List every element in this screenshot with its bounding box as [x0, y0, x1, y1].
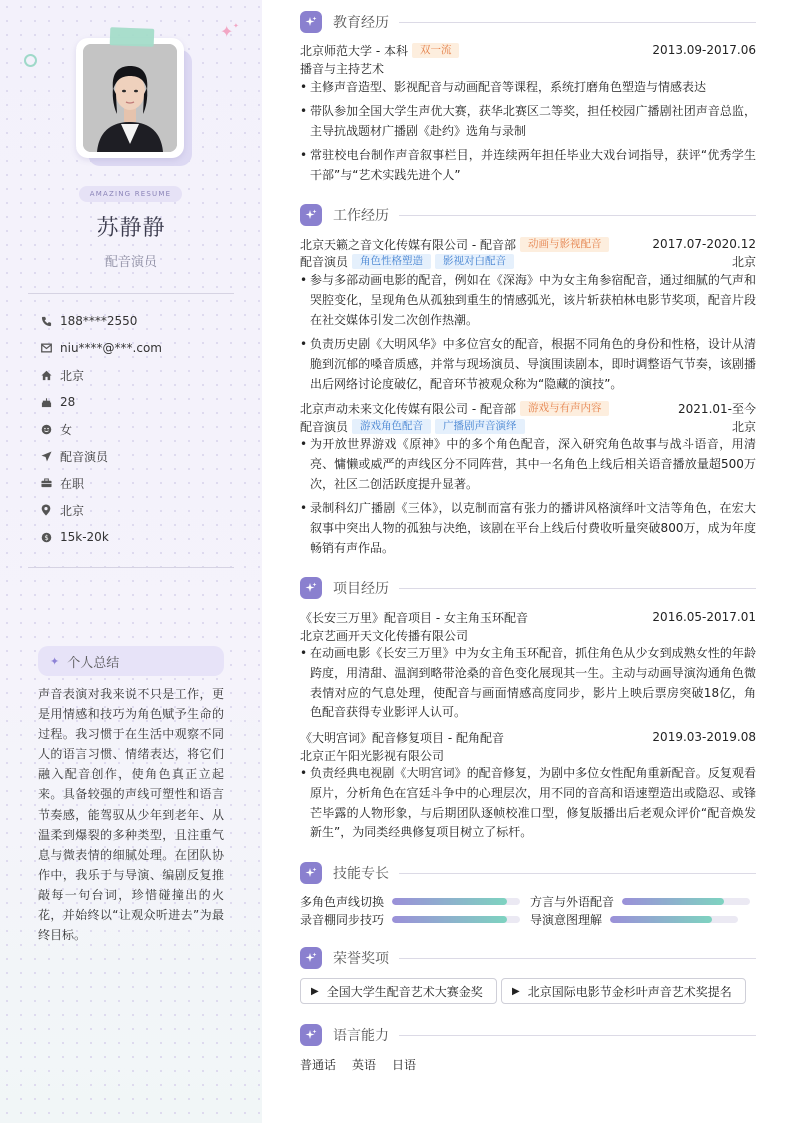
- salary-icon: [40, 531, 52, 543]
- age-text: 28: [60, 395, 76, 409]
- section-skills-header: [300, 861, 756, 885]
- divider: [28, 567, 234, 568]
- phone-icon: [40, 315, 52, 327]
- section-divider: [399, 958, 756, 959]
- company-name: 北京天籁之音文化传媒有限公司 - 配音部: [300, 237, 516, 252]
- skill-level-fill: [392, 898, 507, 905]
- summary-text: 声音表演对我来说不只是工作，更是用情感和技巧为角色赋予生命的过程。我习惯于在生活中观察不同人的语言习惯、情绪表达，将它们融入配音创作，使角色真正立起来。具备较强的声线可塑性和语言节奏感，能驾驭从少年到老年、从温柔到爆裂的多种类型，且注重气息与微表情的细腻处理。在团队协作中，我乐于与导演、编剧反复推敲每一句台词，珍惜碰撞出的火花，并始终以“让观众听进去”为最终目标。: [38, 687, 224, 943]
- section-divider: [399, 873, 756, 874]
- sparkle-icon: [300, 862, 322, 884]
- section-divider: [399, 215, 756, 216]
- info-hometown: [40, 366, 84, 384]
- list-item: • 负责历史剧《大明风华》中多位宫女的配音，根据不同角色的身份和性格，设计从清脆到沉郁的嗓音质感，并常与现场演员、导演围读剧本，即时调整语气节奏，该剧播出后网络讨论度破亿，配音环节被观众称为“隐藏的演技”。: [300, 337, 756, 391]
- play-triangle-icon: ▶: [512, 985, 520, 997]
- person-role: 配音演员: [104, 255, 157, 270]
- skill-name: 导演意图理解: [530, 912, 603, 927]
- school-tag: 双一流: [412, 43, 460, 58]
- info-salary: [40, 528, 109, 546]
- skill-item: [530, 893, 750, 909]
- award-name: 全国大学生配音艺术大赛金奖: [326, 984, 483, 999]
- skill-item: [530, 911, 738, 927]
- briefcase-icon: [40, 477, 52, 489]
- job-city: 北京: [731, 419, 756, 434]
- sparkle-icon: ✦: [220, 22, 234, 41]
- status-text: 在职: [60, 476, 85, 491]
- photo-tape: [110, 27, 155, 47]
- gender-icon: [40, 423, 52, 435]
- project-company-row: [300, 746, 756, 764]
- sparkle-icon: [300, 204, 322, 226]
- play-triangle-icon: ▶: [311, 985, 319, 997]
- photo-frame: [76, 38, 184, 158]
- summary-title: 个人总结: [67, 655, 120, 671]
- sparkle-icon: [300, 1024, 322, 1046]
- education-date: 2013.09-2017.06: [652, 43, 756, 57]
- decorative-ring-icon: [24, 54, 37, 67]
- skill-name: 录音棚同步技巧: [300, 912, 385, 927]
- project-company: 北京艺画开天文化传播有限公司: [300, 628, 469, 643]
- skill-level-fill: [392, 916, 507, 923]
- award-chip: [501, 978, 746, 1004]
- job-position: 配音演员: [300, 419, 349, 434]
- email-text: niu****@***.com: [60, 341, 162, 355]
- phone-text: 188****2550: [60, 314, 138, 328]
- info-target-role: [40, 447, 108, 465]
- section-divider: [399, 22, 756, 23]
- resume-badge: AMAZING RESUME: [79, 186, 182, 202]
- job-date: 2021.01-至今: [678, 401, 756, 416]
- project-header: [300, 608, 756, 626]
- section-title: 荣誉奖项: [333, 951, 389, 967]
- list-item: • 带队参加全国大学生声优大赛，获华北赛区二等奖，担任校园广播剧社团声音总监，主导抗战题材广播剧《赴约》选角与录制: [300, 104, 756, 138]
- skill-tag: 影视对白配音: [435, 254, 514, 269]
- job-header: [300, 399, 756, 417]
- gender-text: 女: [60, 422, 73, 437]
- job-tag: 动画与影视配音: [520, 237, 610, 252]
- language-item: 普通话: [300, 1058, 337, 1072]
- section-divider: [399, 1035, 756, 1036]
- skill-name: 方言与外语配音: [530, 894, 615, 909]
- skill-item: [300, 911, 520, 927]
- sparkle-icon: [300, 577, 322, 599]
- section-title: 项目经历: [333, 581, 389, 597]
- award-name: 北京国际电影节金杉叶声音艺术奖提名: [527, 984, 732, 999]
- company-name: 北京声动未来文化传媒有限公司 - 配音部: [300, 401, 516, 416]
- job-tag: 游戏与有声内容: [520, 401, 610, 416]
- list-item: • 主修声音造型、影视配音与动画配音等课程，系统打磨角色塑造与情感表达: [300, 80, 707, 94]
- job-city: 北京: [731, 254, 756, 269]
- info-email: [40, 339, 162, 357]
- school-name: 北京师范大学 - 本科: [300, 43, 408, 58]
- list-item: • 为开放世界游戏《原神》中的多个角色配音，深入研究角色故事与战斗语音，用清亮、慵懒或威严的声线区分不同阵营，其中一名角色上线后相关语音播放量超500万次，社区二创活跃度提升显著。: [300, 437, 756, 491]
- sparkle-icon: ✦: [50, 654, 60, 668]
- job-date: 2017.07-2020.12: [652, 237, 756, 251]
- section-work-header: [300, 203, 756, 227]
- mail-icon: [40, 342, 52, 354]
- skill-level-fill: [622, 898, 724, 905]
- skill-name: 多角色声线切换: [300, 894, 385, 909]
- target-role-text: 配音演员: [60, 449, 109, 464]
- job-subheader: [300, 417, 756, 435]
- skill-item: [300, 893, 520, 909]
- education-entry-header: [300, 41, 756, 59]
- section-title: 技能专长: [333, 866, 389, 882]
- sparkle-icon: [300, 11, 322, 33]
- person-name: 苏静静: [96, 216, 166, 241]
- education-major-row: [300, 59, 756, 77]
- award-chip: [300, 978, 497, 1004]
- sparkle-icon: [300, 947, 322, 969]
- salary-text: 15k-20k: [60, 530, 109, 544]
- sidebar: [0, 0, 262, 1123]
- section-awards-header: [300, 946, 756, 970]
- major: 播音与主持艺术: [300, 61, 385, 76]
- section-title: 语言能力: [333, 1028, 389, 1044]
- home-icon: [40, 369, 52, 381]
- skill-bar: [392, 898, 520, 905]
- project-date: 2016.05-2017.01: [652, 610, 756, 624]
- project-company-row: [300, 626, 756, 644]
- cake-icon: [40, 396, 52, 408]
- divider: [28, 293, 234, 294]
- info-age: [40, 393, 75, 411]
- avatar: [83, 44, 177, 152]
- skill-level-fill: [610, 916, 712, 923]
- info-phone: [40, 312, 137, 330]
- skill-bar: [622, 898, 750, 905]
- skill-bar: [392, 916, 520, 923]
- summary-header: [38, 646, 224, 676]
- list-item: • 在动画电影《长安三万里》中为女主角玉环配音，抓住角色从少女到成熟女性的年龄跨度，用清甜、温润到略带沧桑的音色变化展现其一生。主动与动画导演沟通角色微表情对应的气息处理，使配音与画面情感高度同步，影片上映后票房突破18亿，角色配音获得专业影评人认可。: [300, 646, 756, 720]
- section-title: 工作经历: [333, 208, 389, 224]
- hometown-text: 北京: [60, 368, 85, 383]
- section-divider: [399, 588, 756, 589]
- skill-bar: [610, 916, 738, 923]
- list-item: • 参与多部动画电影的配音，例如在《深海》中为女主角参宿配音，通过细腻的气声和哭腔变化，呈现角色从孤独到重生的情感弧光，该片斩获柏林电影节奖项，配音片段在社交媒体引发二次创作热潮。: [300, 273, 756, 327]
- section-title: 教育经历: [333, 15, 389, 31]
- skill-tag: 角色性格塑造: [352, 254, 431, 269]
- section-languages-header: [300, 1023, 756, 1047]
- list-item: • 负责经典电视剧《大明宫词》的配音修复，为剧中多位女性配角重新配音。反复观看原片，分析角色在宫廷斗争中的心理层次，用不同的音高和语速塑造出或隐忍、或锋芒毕露的人物形象，与后期团队逐帧校准口型，修复版播出后老观众评价“配音焕发新生”，为同类经典修复项目树立了标杆。: [300, 766, 756, 840]
- project-header: [300, 728, 756, 746]
- job-subheader: [300, 252, 756, 270]
- project-company: 北京正午阳光影视有限公司: [300, 748, 445, 763]
- project-name: 《大明宫词》配音修复项目 - 配角配音: [300, 730, 504, 745]
- info-gender: [40, 420, 72, 438]
- info-status: [40, 474, 84, 492]
- skill-tag: 游戏角色配音: [352, 419, 431, 434]
- job-position: 配音演员: [300, 254, 349, 269]
- list-item: • 录制科幻广播剧《三体》，以克制而富有张力的播讲风格演绎叶文洁等角色，在宏大叙事中突出人物的孤独与决绝，该剧在平台上线后付费收听量突破800万，成为年度畅销有声作品。: [300, 501, 756, 555]
- language-item: 英语: [352, 1058, 377, 1072]
- info-location: [40, 501, 84, 519]
- section-education-header: [300, 10, 756, 34]
- project-name: 《长安三万里》配音项目 - 女主角玉环配音: [300, 610, 528, 625]
- send-icon: [40, 450, 52, 462]
- location-text: 北京: [60, 503, 85, 518]
- svg-text:$: $: [43, 533, 49, 542]
- skill-tag: 广播剧声音演绎: [435, 419, 525, 434]
- list-item: • 常驻校电台制作声音叙事栏目，并连续两年担任毕业大戏台词指导，获评“优秀学生干部”与“艺术实践先进个人”: [300, 148, 756, 182]
- section-projects-header: [300, 576, 756, 600]
- project-date: 2019.03-2019.08: [652, 730, 756, 744]
- job-header: [300, 235, 756, 253]
- language-item: 日语: [392, 1058, 417, 1072]
- location-pin-icon: [40, 504, 52, 516]
- small-sparkle-icon: ✦: [233, 22, 239, 30]
